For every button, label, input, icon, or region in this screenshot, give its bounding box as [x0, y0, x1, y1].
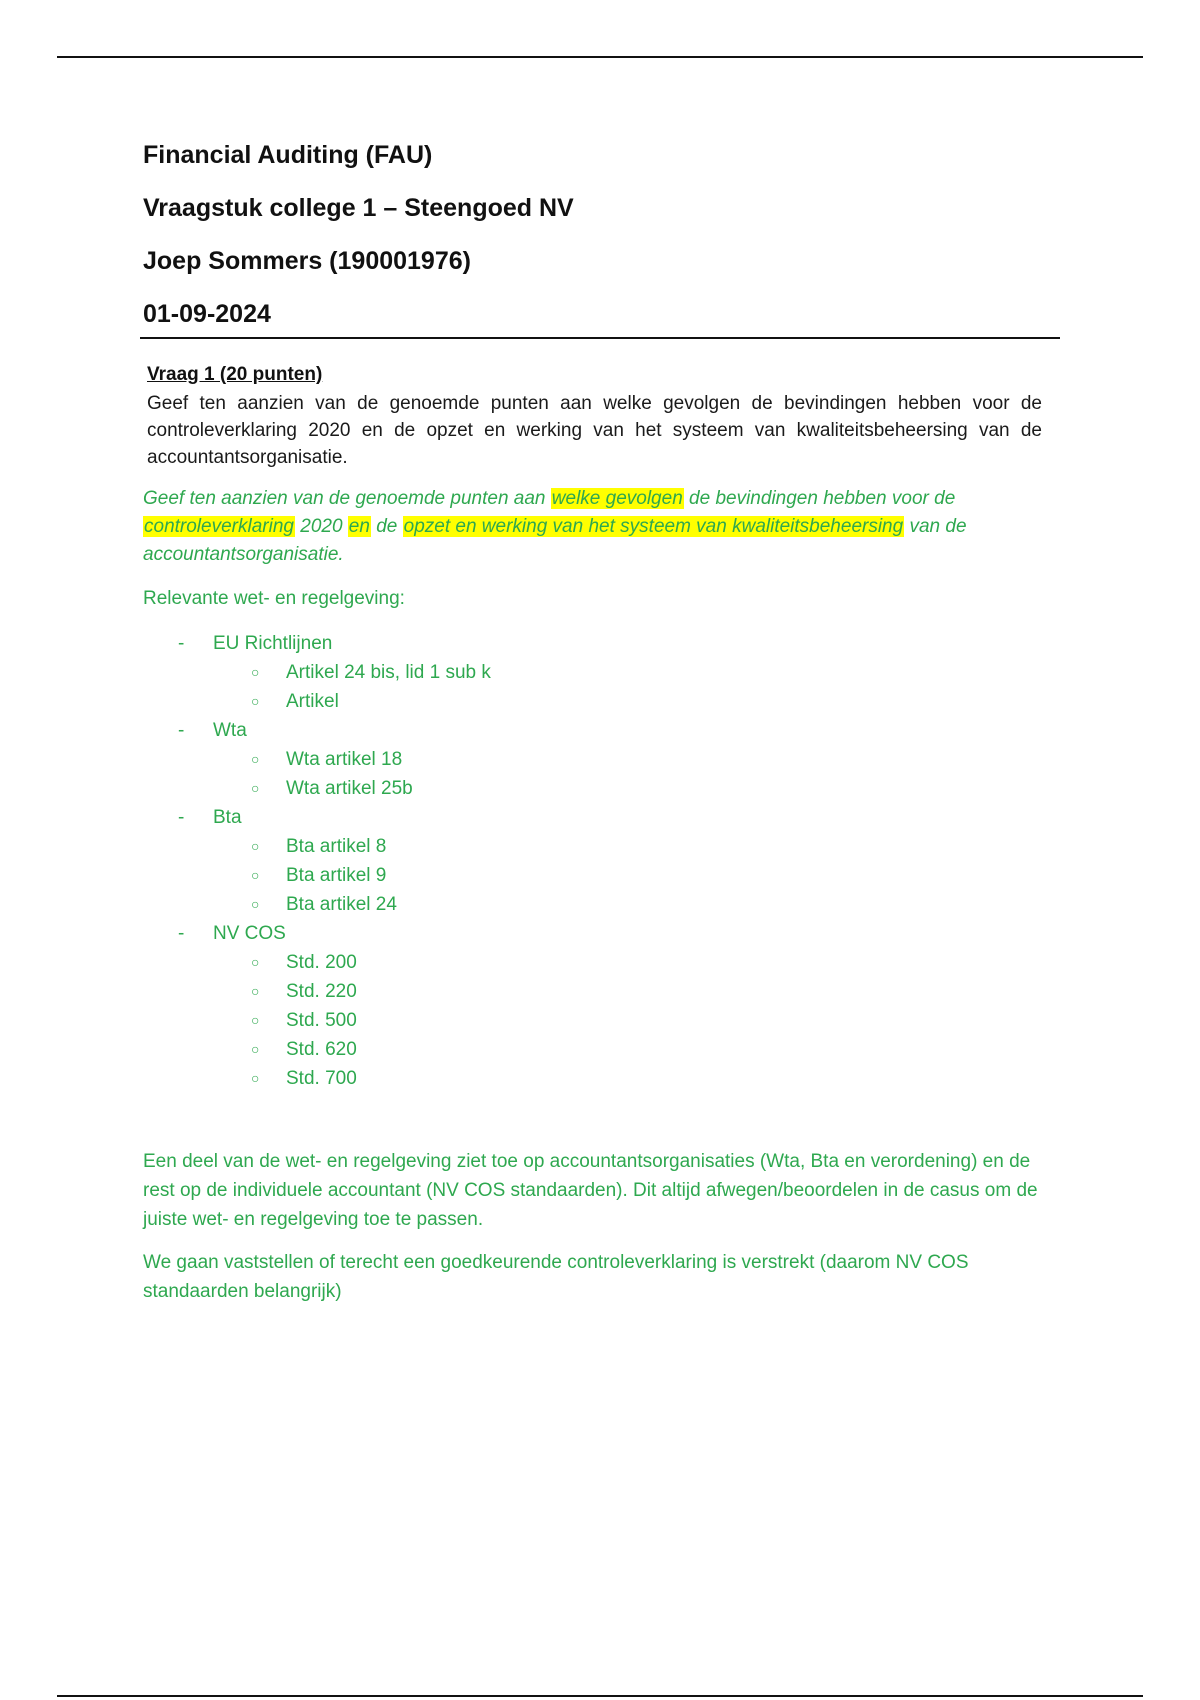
header-divider [140, 337, 1060, 339]
law-item-label: Wta artikel 25b [286, 778, 413, 799]
spacer [140, 1093, 1060, 1147]
law-item [251, 745, 1060, 774]
law-group [178, 919, 1060, 1093]
law-item [251, 774, 1060, 803]
law-item [251, 658, 1060, 687]
law-item [251, 1035, 1060, 1064]
law-item-label: Std. 700 [286, 1068, 357, 1089]
law-heading: Relevante wet- en regelgeving: [143, 588, 405, 609]
law-group [178, 803, 1060, 919]
circle-bullet-icon: ○ [251, 838, 260, 854]
law-group-name: Wta [213, 720, 247, 741]
highlight-en: en [348, 516, 370, 537]
law-item-label: Wta artikel 18 [286, 749, 403, 770]
law-item [251, 1006, 1060, 1035]
restated-segment: 2020 [294, 516, 348, 537]
restated-segment: Geef ten aanzien van de genoemde punten aan [143, 488, 551, 509]
restated-segment: de [370, 516, 403, 537]
law-item [251, 832, 1060, 861]
law-item-label: Bta artikel 24 [286, 894, 397, 915]
law-item [251, 687, 1060, 716]
restated-segment: van de accountantsorganisatie. [143, 516, 967, 565]
law-item-label: Bta artikel 8 [286, 836, 387, 857]
circle-bullet-icon: ○ [251, 1070, 260, 1086]
law-list [178, 629, 1060, 1093]
dash-bullet-icon: - [178, 633, 185, 654]
dash-bullet-icon: - [178, 807, 185, 828]
student-name: Joep Sommers (190001976) [143, 247, 471, 275]
circle-bullet-icon: ○ [251, 780, 260, 796]
circle-bullet-icon: ○ [251, 664, 260, 680]
course-title: Financial Auditing (FAU) [143, 141, 433, 169]
restated-segment: de bevindingen hebben voor de [683, 488, 956, 509]
assignment-title: Vraagstuk college 1 – Steengoed NV [143, 194, 574, 222]
law-item-label: Std. 200 [286, 952, 357, 973]
circle-bullet-icon: ○ [251, 751, 260, 767]
circle-bullet-icon: ○ [251, 1012, 260, 1028]
law-item-label: Artikel [286, 691, 339, 712]
dash-bullet-icon: - [178, 923, 185, 944]
law-group-name: NV COS [213, 923, 286, 944]
law-item-label: Std. 220 [286, 981, 357, 1002]
page-top-rule [57, 56, 1143, 58]
circle-bullet-icon: ○ [251, 896, 260, 912]
law-group [178, 629, 1060, 716]
law-group-name: EU Richtlijnen [213, 633, 333, 654]
law-group-name: Bta [213, 807, 242, 828]
law-item [251, 1064, 1060, 1093]
document-date: 01-09-2024 [143, 300, 271, 328]
law-item-label: Artikel 24 bis, lid 1 sub k [286, 662, 491, 683]
document-page [140, 140, 1060, 1320]
restated-question [143, 485, 1058, 569]
highlight-kwaliteitsbeheersing: opzet en werking van het systeem van kwaliteitsbeheersing [403, 516, 904, 537]
highlight-controleverklaring: controleverklaring [144, 516, 294, 537]
answer-paragraph-1: Een deel van de wet- en regelgeving ziet toe op accountantsorganisaties (Wta, Bta en verordening) en de rest op de individuele accountant (NV COS standaarden). Dit altijd afwegen/beoordelen in de casus om de juiste wet- en regelgeving toe te passen. [143, 1151, 1038, 1230]
question-title: Vraag 1 (20 punten) [147, 364, 323, 385]
circle-bullet-icon: ○ [251, 867, 260, 883]
law-item-label: Std. 620 [286, 1039, 357, 1060]
circle-bullet-icon: ○ [251, 983, 260, 999]
dash-bullet-icon: - [178, 720, 185, 741]
law-item [251, 977, 1060, 1006]
highlight-gevolgen: welke gevolgen [551, 488, 683, 509]
law-group [178, 716, 1060, 803]
page-bottom-rule [57, 1695, 1143, 1697]
circle-bullet-icon: ○ [251, 954, 260, 970]
law-item [251, 948, 1060, 977]
law-item-label: Bta artikel 9 [286, 865, 387, 886]
circle-bullet-icon: ○ [251, 1041, 260, 1057]
law-item [251, 861, 1060, 890]
law-item [251, 890, 1060, 919]
law-item-label: Std. 500 [286, 1010, 357, 1031]
question-text: Geef ten aanzien van de genoemde punten aan welke gevolgen de bevindingen hebben voor de controleverklaring 2020 en de opzet en werking van het systeem van kwaliteitsbeheersing van de accountantsorganisatie. [147, 393, 1042, 468]
circle-bullet-icon: ○ [251, 693, 260, 709]
answer-paragraph-2: We gaan vaststellen of terecht een goedkeurende controleverklaring is verstrekt (daarom NV COS standaarden belangrijk) [143, 1252, 969, 1302]
